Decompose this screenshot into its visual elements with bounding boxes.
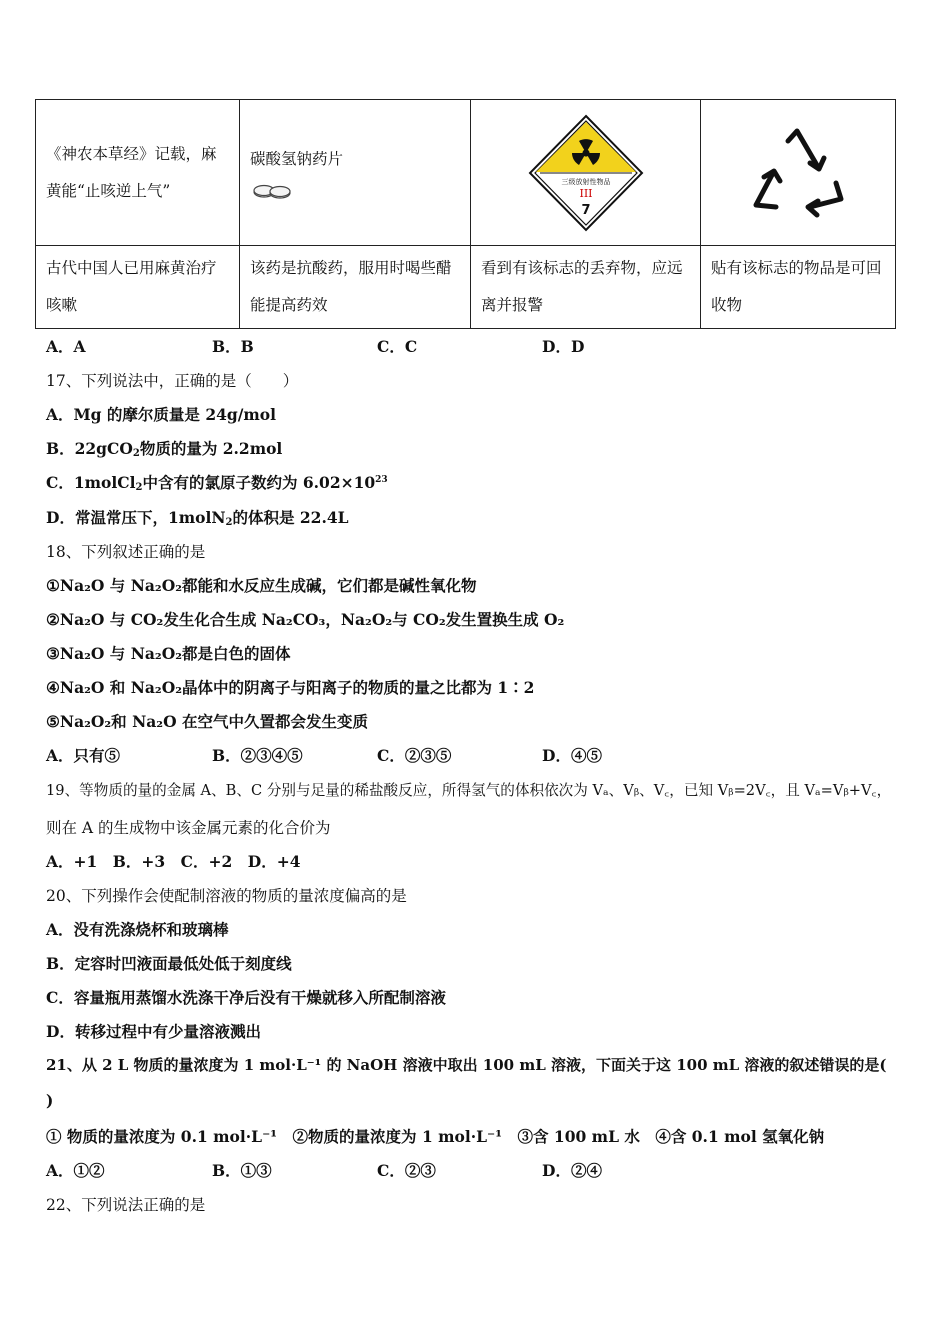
table-row: [36, 100, 896, 246]
q16-option-b[interactable]: B．B: [212, 337, 254, 356]
cell-statement-d: 贴有该标志的物品是可回收物: [701, 246, 896, 329]
q22-stem: 22、下列说法正确的是: [46, 1196, 206, 1214]
q20-option-b[interactable]: B．定容时凹液面最低处低于刻度线: [46, 954, 292, 973]
q19-stem-line1: 19、等物质的量的金属 A、B、C 分别与足量的稀盐酸反应，所得氢气的体积依次为 Vₐ、Vᵦ、V꜀，已知 Vᵦ=2V꜀，且 Vₐ=Vᵦ+V꜀，: [46, 782, 892, 799]
cell-recycle-sign: [701, 100, 896, 246]
q18-option-c[interactable]: C．②③⑤: [377, 746, 452, 765]
q18-statement-4: ④Na₂O 和 Na₂O₂晶体中的阴离子与阳离子的物质的量之比都为 1∶2: [46, 678, 535, 697]
q21-stem-line2: ): [46, 1091, 54, 1110]
q18-statement-5: ⑤Na₂O₂和 Na₂O 在空气中久置都会发生变质: [46, 712, 368, 731]
sign-class: III: [578, 186, 593, 200]
q20-option-d[interactable]: D．转移过程中有少量溶液溅出: [46, 1022, 261, 1041]
q16-option-d[interactable]: D．D: [542, 337, 585, 356]
cell-mahuang-record: 《神农本草经》记载，麻黄能“止咳逆上气”: [36, 100, 240, 246]
sign-text: 三级放射性物品: [561, 177, 610, 186]
q19-stem-line2: 则在 A 的生成物中该金属元素的化合价为: [46, 819, 331, 837]
cell-radioactive-sign: [471, 100, 701, 246]
q21-option-d[interactable]: D．②④: [542, 1161, 602, 1180]
q21-stem-line1: 21、从 2 L 物质的量浓度为 1 mol·L⁻¹ 的 NaOH 溶液中取出 100 mL 溶液，下面关于这 100 mL 溶液的叙述错误的是(: [46, 1056, 887, 1074]
cell-statement-a: 古代中国人已用麻黄治疗咳嗽: [36, 246, 240, 329]
q21-option-a[interactable]: A．①②: [46, 1161, 105, 1180]
q17-option-c[interactable]: C．1molCl$_2$中含有的氯原子数约为 $6.02\times 10^{23}$: [46, 473, 388, 493]
cell-statement-b: 该药是抗酸药，服用时喝些醋能提高药效: [240, 246, 471, 329]
q20-stem: 20、下列操作会使配制溶液的物质的量浓度偏高的是: [46, 887, 407, 905]
radioactive-hazard-icon: [528, 114, 644, 232]
q16-option-a[interactable]: A．A: [46, 337, 86, 356]
q16-option-c[interactable]: C．C: [377, 337, 418, 356]
q18-option-a[interactable]: A．只有⑤: [46, 746, 121, 765]
q18-statement-1: ①Na₂O 与 Na₂O₂都能和水反应生成碱，它们都是碱性氧化物: [46, 576, 477, 595]
cell-statement-c: 看到有该标志的丢弃物，应远离并报警: [471, 246, 701, 329]
q18-option-b[interactable]: B．②③④⑤: [212, 746, 303, 765]
q20-option-a[interactable]: A．没有洗涤烧杯和玻璃棒: [46, 920, 229, 939]
cell-baking-soda-tablet: 碳酸氢钠药片: [240, 100, 471, 246]
q21-option-b[interactable]: B．①③: [212, 1161, 272, 1180]
table-row: [36, 246, 896, 329]
tablet-pills-icon: [250, 180, 294, 204]
q18-stem: 18、下列叙述正确的是: [46, 543, 206, 561]
sign-number: 7: [580, 202, 591, 218]
recycle-icon: [748, 127, 848, 219]
q18-option-d[interactable]: D．④⑤: [542, 746, 602, 765]
q18-statement-3: ③Na₂O 与 Na₂O₂都是白色的固体: [46, 644, 291, 663]
q17-option-d[interactable]: D．常温常压下，1molN$_2$的体积是 22.4L: [46, 508, 349, 528]
q19-options[interactable]: A．+1 B．+3 C．+2 D．+4: [46, 852, 301, 871]
q21-option-c[interactable]: C．②③: [377, 1161, 436, 1180]
q20-option-c[interactable]: C．容量瓶用蒸馏水洗涤干净后没有干燥就移入所配制溶液: [46, 988, 446, 1007]
q17-option-a[interactable]: A．Mg 的摩尔质量是 24g/mol: [46, 405, 277, 424]
q17-stem: 17、下列说法中，正确的是（ ）: [46, 372, 299, 390]
q18-statement-2: ②Na₂O 与 CO₂发生化合生成 Na₂CO₃，Na₂O₂与 CO₂发生置换生成 O₂: [46, 610, 565, 629]
question-16-table: [35, 99, 896, 329]
q17-option-b[interactable]: B．22gCO$_2$物质的量为 2.2mol: [46, 439, 283, 459]
q21-items: ① 物质的量浓度为 0.1 mol·L⁻¹ ②物质的量浓度为 1 mol·L⁻¹ ③含 100 mL 水 ④含 0.1 mol 氢氧化钠: [46, 1127, 825, 1146]
